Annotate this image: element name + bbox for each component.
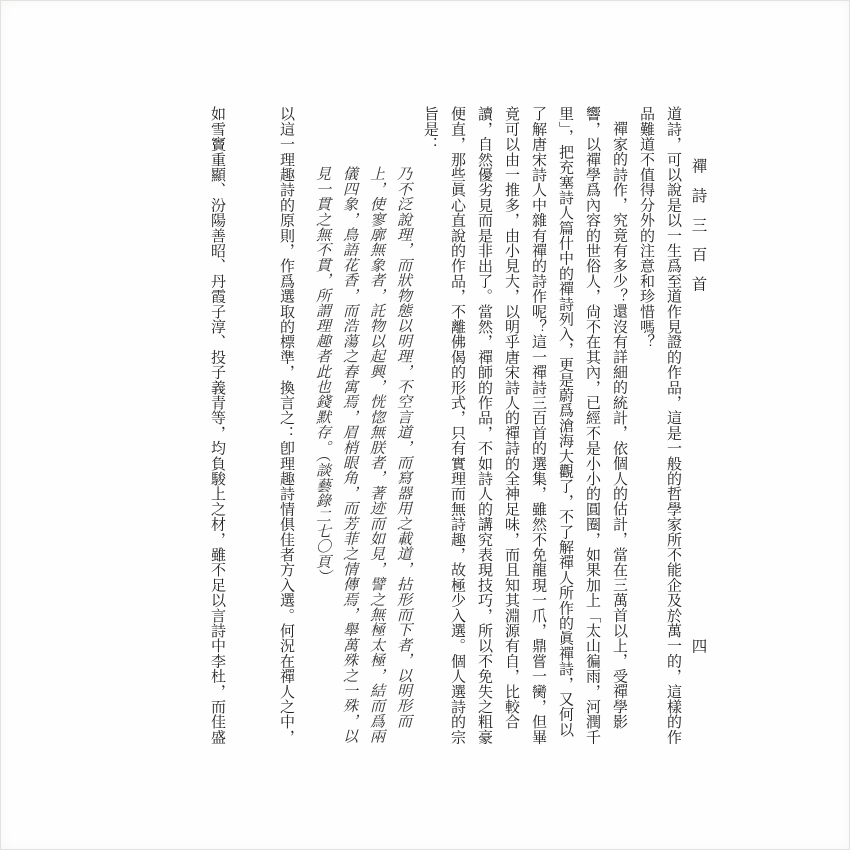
text-column-9: 便直，那些眞心直說的作品，不離佛偈的形式，只有實理而無詩趣，故極少入選。個人選詩的宗 <box>449 106 465 745</box>
text-column-7: 竟可以由一推多，由小見大，以明乎唐宋詩人的禪詩的全神足味，而且知其淵源有自，比較合 <box>503 106 519 730</box>
quote-column-2: 上，使寥廓無象者，託物以起興，恍惚無朕者，著迹而如見，譬之無極太極，結而爲兩 <box>368 166 384 744</box>
text-column-3: 禪家的詩作，究竟有多少？還沒有詳細的統計，依個人的估計，當在三萬首以上，受禪學影 <box>611 121 627 729</box>
text-column-5: 里」，把充塞詩人篇什中的禪詩列入，更是蔚爲滄海大觀了，不了解禪人所作的眞禪詩，又何以 <box>557 106 573 737</box>
text-column-8: 讀，自然優劣見而是非出了。當然，禪師的作品，不如詩人的講究表現技巧，所以不免失之粗豪 <box>476 106 492 745</box>
text-column-10: 旨是： <box>422 106 438 152</box>
quote-column-1: 乃不泛說理，而狀物態以明理，不空言道，而寫器用之載道，拈形而下者，以明形而 <box>395 166 411 729</box>
text-column-1: 道詩，可以說是以一生爲至道作見證的作品，這是一般的哲學家所不能企及於萬一的，這樣的作 <box>665 106 681 745</box>
page-number: 四 <box>689 638 707 654</box>
quote-column-3: 儀四象，鳥語花香，而浩蕩之春寓焉，眉梢眼角，而芳菲之情傳焉，舉萬殊之一殊，以 <box>341 166 357 744</box>
text-column-12: 如雪竇重顯、汾陽善昭、丹霞子淳、投子義青等，均負駿上之材，雖不足以言詩中李杜，而佳盛 <box>209 106 225 745</box>
quote-column-4: 見一貫之無不貫，所謂理趣者此也錢默存。（談藝錄二七〇頁） <box>314 166 330 585</box>
page-text-block <box>140 106 707 770</box>
book-title: 禪詩三百首 <box>689 158 707 306</box>
text-column-2: 品難道不值得分外的注意和珍惜嗎？ <box>638 106 654 350</box>
text-column-11: 以這一理趣詩的原則，作爲選取的標準，換言之：卽理趣詩情俱佳者方入選。何況在禪人之中， <box>278 106 294 745</box>
text-column-4: 響，以禪學爲內容的世俗人，尙不在其內，已經不是小小的圓圈，如果加上「太山徧雨，河潤千 <box>584 106 600 745</box>
text-column-6: 了解唐宋詩人中雜有禪的詩作呢？這一禪詩三百首的選集，雖然不免龍現一爪，鼎嘗一臠，但畢 <box>530 106 546 745</box>
